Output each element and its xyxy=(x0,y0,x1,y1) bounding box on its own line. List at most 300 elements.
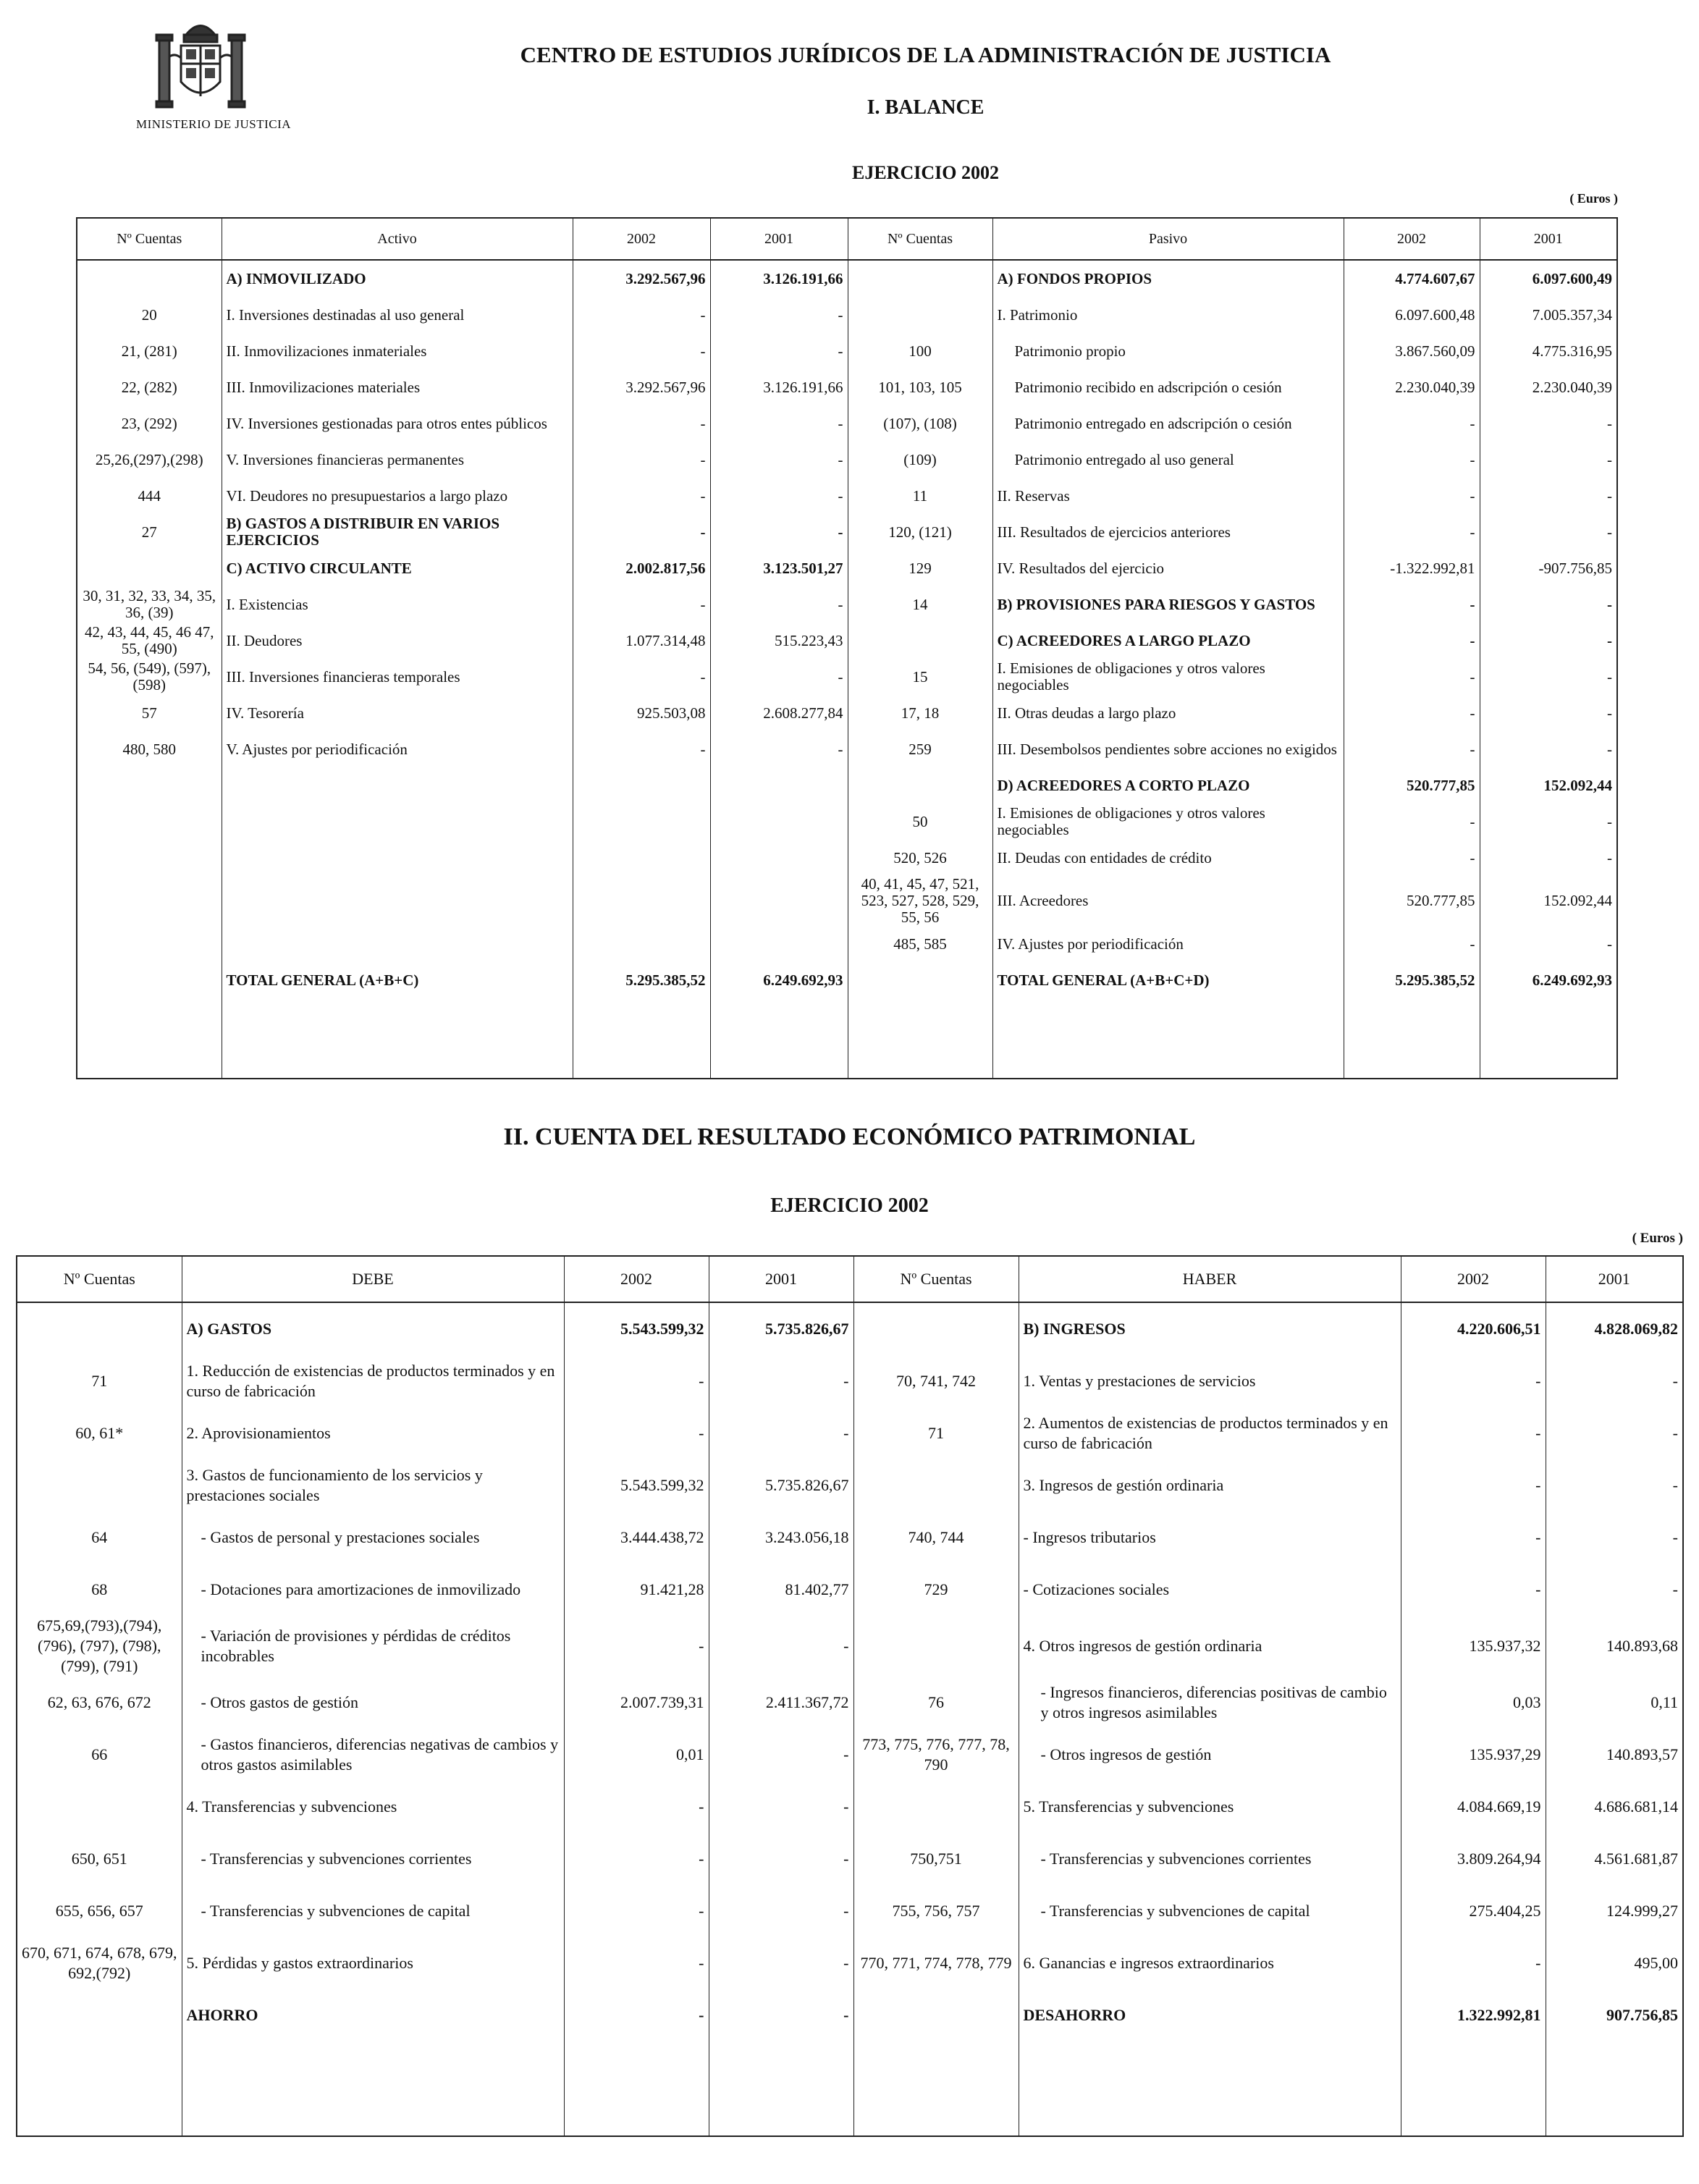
balance-cell: 100 xyxy=(848,333,992,369)
results-cell: 135.937,32 xyxy=(1401,1616,1546,1677)
balance-cell xyxy=(848,297,992,333)
balance-cell: IV. Inversiones gestionadas para otros entes públicos xyxy=(222,405,573,442)
results-cell: 81.402,77 xyxy=(709,1564,853,1616)
results-cell: 4. Otros ingresos de gestión ordinaria xyxy=(1019,1616,1401,1677)
balance-row xyxy=(77,333,1617,369)
results-cell: - xyxy=(709,1616,853,1677)
balance-cell: 7.005.357,34 xyxy=(1480,297,1617,333)
balance-cell: B) PROVISIONES PARA RIESGOS Y GASTOS xyxy=(992,586,1344,623)
balance-cell: - xyxy=(710,731,848,767)
balance-cell: - xyxy=(1344,442,1480,478)
results-row xyxy=(17,1781,1683,1833)
results-title: II. CUENTA DEL RESULTADO ECONÓMICO PATRIMONIAL xyxy=(503,1123,1196,1150)
results-cell: - Ingresos financieros, diferencias positivas de cambio y otros ingresos asimilables xyxy=(1019,1677,1401,1729)
balance-cell: - xyxy=(573,514,710,550)
results-cell: 650, 651 xyxy=(17,1833,182,1885)
results-cell: 140.893,68 xyxy=(1546,1616,1683,1677)
balance-row xyxy=(77,840,1617,876)
results-cell: - xyxy=(1401,1407,1546,1459)
balance-cell: III. Acreedores xyxy=(992,876,1344,926)
balance-cell: - xyxy=(1344,586,1480,623)
results-cell: 2. Aprovisionamientos xyxy=(182,1407,564,1459)
balance-cell: 3.867.560,09 xyxy=(1344,333,1480,369)
balance-row xyxy=(77,623,1617,659)
balance-cell: 520, 526 xyxy=(848,840,992,876)
results-cell: 275.404,25 xyxy=(1401,1885,1546,1937)
results-cell: B) INGRESOS xyxy=(1019,1302,1401,1355)
results-cell: 1.322.992,81 xyxy=(1401,1989,1546,2041)
results-cell: - xyxy=(1401,1355,1546,1407)
balance-cell: 42, 43, 44, 45, 46 47, 55, (490) xyxy=(77,623,222,659)
results-cell xyxy=(853,1302,1019,1355)
balance-cell: Patrimonio entregado al uso general xyxy=(992,442,1344,478)
balance-cell: - xyxy=(1344,514,1480,550)
balance-cell xyxy=(573,804,710,840)
results-cell: A) GASTOS xyxy=(182,1302,564,1355)
results-cell: - xyxy=(564,1937,709,1989)
balance-cell: - xyxy=(1344,659,1480,695)
balance-row xyxy=(77,876,1617,926)
balance-cell: 4.775.316,95 xyxy=(1480,333,1617,369)
results-cell: 3.809.264,94 xyxy=(1401,1833,1546,1885)
balance-cell: - xyxy=(573,405,710,442)
results-cell: 750,751 xyxy=(853,1833,1019,1885)
balance-cell xyxy=(222,998,573,1079)
results-cell: 140.893,57 xyxy=(1546,1729,1683,1781)
results-header-cell: 2001 xyxy=(709,1256,853,1302)
balance-header-cell: Activo xyxy=(222,218,573,260)
results-cell xyxy=(853,1459,1019,1511)
balance-cell xyxy=(77,926,222,962)
results-cell: 3.243.056,18 xyxy=(709,1511,853,1564)
results-cell: 3. Gastos de funcionamiento de los servicios y prestaciones sociales xyxy=(182,1459,564,1511)
results-cell: 3.444.438,72 xyxy=(564,1511,709,1564)
balance-row xyxy=(77,442,1617,478)
balance-cell: I. Emisiones de obligaciones y otros valores negociables xyxy=(992,659,1344,695)
balance-cell: 925.503,08 xyxy=(573,695,710,731)
results-cell: - xyxy=(564,1885,709,1937)
balance-cell: - xyxy=(710,478,848,514)
results-cell: 2. Aumentos de existencias de productos terminados y en curso de fabricación xyxy=(1019,1407,1401,1459)
results-cell: 6. Ganancias e ingresos extraordinarios xyxy=(1019,1937,1401,1989)
balance-cell: Patrimonio propio xyxy=(992,333,1344,369)
balance-cell: - xyxy=(573,731,710,767)
balance-cell xyxy=(222,876,573,926)
balance-row xyxy=(77,804,1617,840)
balance-cell: 6.249.692,93 xyxy=(710,962,848,998)
results-row xyxy=(17,1302,1683,1355)
results-cell: 4.828.069,82 xyxy=(1546,1302,1683,1355)
results-cell xyxy=(853,1989,1019,2041)
balance-row xyxy=(77,767,1617,804)
balance-cell: 3.126.191,66 xyxy=(710,260,848,297)
results-cell: 64 xyxy=(17,1511,182,1564)
balance-cell xyxy=(222,840,573,876)
results-cell xyxy=(709,2041,853,2136)
results-cell: 2.007.739,31 xyxy=(564,1677,709,1729)
balance-row xyxy=(77,731,1617,767)
balance-cell: 14 xyxy=(848,586,992,623)
balance-cell xyxy=(710,804,848,840)
results-cell xyxy=(853,1781,1019,1833)
results-cell: - Gastos de personal y prestaciones sociales xyxy=(182,1511,564,1564)
balance-cell: 6.249.692,93 xyxy=(1480,962,1617,998)
balance-row xyxy=(77,659,1617,695)
balance-cell: - xyxy=(710,405,848,442)
results-cell: 5.543.599,32 xyxy=(564,1302,709,1355)
results-cell: - xyxy=(1546,1355,1683,1407)
results-row xyxy=(17,1937,1683,1989)
balance-cell: -1.322.992,81 xyxy=(1344,550,1480,586)
balance-cell xyxy=(710,767,848,804)
results-cell: 5. Pérdidas y gastos extraordinarios xyxy=(182,1937,564,1989)
results-cell: - xyxy=(709,1885,853,1937)
balance-header-cell: Pasivo xyxy=(992,218,1344,260)
balance-cell: 30, 31, 32, 33, 34, 35, 36, (39) xyxy=(77,586,222,623)
balance-cell xyxy=(222,926,573,962)
balance-cell: III. Desembolsos pendientes sobre acciones no exigidos xyxy=(992,731,1344,767)
results-cell: - xyxy=(564,1616,709,1677)
results-cell: 4.561.681,87 xyxy=(1546,1833,1683,1885)
balance-cell: II. Deudas con entidades de crédito xyxy=(992,840,1344,876)
balance-cell xyxy=(573,840,710,876)
results-cell xyxy=(564,2041,709,2136)
balance-cell: 6.097.600,49 xyxy=(1480,260,1617,297)
results-cell: - xyxy=(709,1407,853,1459)
results-cell: DESAHORRO xyxy=(1019,1989,1401,2041)
balance-cell: - xyxy=(1480,442,1617,478)
balance-cell: IV. Resultados del ejercicio xyxy=(992,550,1344,586)
balance-row xyxy=(77,297,1617,333)
balance-row xyxy=(77,405,1617,442)
balance-cell xyxy=(77,260,222,297)
results-cell: - xyxy=(564,1355,709,1407)
results-row xyxy=(17,1729,1683,1781)
balance-row xyxy=(77,478,1617,514)
balance-header-cell: Nº Cuentas xyxy=(77,218,222,260)
balance-cell: 129 xyxy=(848,550,992,586)
balance-cell: 152.092,44 xyxy=(1480,767,1617,804)
results-cell xyxy=(1546,2041,1683,2136)
results-cell xyxy=(853,1616,1019,1677)
balance-units: ( Euros ) xyxy=(1569,191,1618,206)
results-cell: - xyxy=(1546,1407,1683,1459)
balance-cell: 2.002.817,56 xyxy=(573,550,710,586)
balance-blank-row xyxy=(77,998,1617,1079)
results-cell: - Transferencias y subvenciones corrientes xyxy=(182,1833,564,1885)
results-row xyxy=(17,1833,1683,1885)
results-cell xyxy=(182,2041,564,2136)
results-row xyxy=(17,1459,1683,1511)
results-table xyxy=(16,1255,1684,2137)
balance-cell: - xyxy=(1480,586,1617,623)
results-cell: 655, 656, 657 xyxy=(17,1885,182,1937)
balance-cell xyxy=(710,998,848,1079)
balance-cell: - xyxy=(1344,840,1480,876)
balance-cell: A) INMOVILIZADO xyxy=(222,260,573,297)
balance-cell: - xyxy=(1480,405,1617,442)
results-cell: 76 xyxy=(853,1677,1019,1729)
balance-cell xyxy=(1344,998,1480,1079)
results-cell: - Transferencias y subvenciones corrientes xyxy=(1019,1833,1401,1885)
balance-cell: Patrimonio entregado en adscripción o cesión xyxy=(992,405,1344,442)
ministry-label: MINISTERIO DE JUSTICIA xyxy=(135,117,292,131)
results-row xyxy=(17,1511,1683,1564)
balance-cell: 21, (281) xyxy=(77,333,222,369)
balance-cell: 120, (121) xyxy=(848,514,992,550)
results-cell xyxy=(1019,2041,1401,2136)
balance-cell: 3.292.567,96 xyxy=(573,369,710,405)
balance-cell: 2.230.040,39 xyxy=(1480,369,1617,405)
results-cell: - Dotaciones para amortizaciones de inmovilizado xyxy=(182,1564,564,1616)
balance-cell xyxy=(848,623,992,659)
balance-row xyxy=(77,514,1617,550)
balance-cell: II. Inmovilizaciones inmateriales xyxy=(222,333,573,369)
balance-cell: - xyxy=(710,514,848,550)
results-cell: - Variación de provisiones y pérdidas de créditos incobrables xyxy=(182,1616,564,1677)
balance-cell: - xyxy=(573,333,710,369)
results-header-cell: 2001 xyxy=(1546,1256,1683,1302)
balance-cell xyxy=(222,767,573,804)
balance-cell: Patrimonio recibido en adscripción o cesión xyxy=(992,369,1344,405)
balance-cell: C) ACREEDORES A LARGO PLAZO xyxy=(992,623,1344,659)
balance-cell: C) ACTIVO CIRCULANTE xyxy=(222,550,573,586)
balance-cell: 1.077.314,48 xyxy=(573,623,710,659)
results-cell: 5.735.826,67 xyxy=(709,1302,853,1355)
results-cell: 770, 771, 774, 778, 779 xyxy=(853,1937,1019,1989)
balance-cell: - xyxy=(710,586,848,623)
balance-cell xyxy=(77,998,222,1079)
balance-cell: - xyxy=(1344,623,1480,659)
results-cell: 773, 775, 776, 777, 78, 790 xyxy=(853,1729,1019,1781)
balance-cell: - xyxy=(1480,731,1617,767)
balance-cell: 2.608.277,84 xyxy=(710,695,848,731)
results-cell: - xyxy=(1401,1459,1546,1511)
results-cell xyxy=(17,1781,182,1833)
results-cell: 0,03 xyxy=(1401,1677,1546,1729)
balance-title: I. BALANCE xyxy=(867,96,985,119)
balance-cell: 485, 585 xyxy=(848,926,992,962)
balance-cell: III. Inversiones financieras temporales xyxy=(222,659,573,695)
results-cell: - Otros gastos de gestión xyxy=(182,1677,564,1729)
results-units: ( Euros ) xyxy=(1632,1231,1683,1246)
results-row xyxy=(17,1616,1683,1677)
balance-cell: - xyxy=(1480,804,1617,840)
results-cell: - xyxy=(564,1833,709,1885)
results-row xyxy=(17,1677,1683,1729)
results-cell: - xyxy=(709,1729,853,1781)
balance-row xyxy=(77,695,1617,731)
results-cell: - xyxy=(564,1407,709,1459)
results-cell: - xyxy=(709,1355,853,1407)
balance-cell: - xyxy=(1344,926,1480,962)
balance-row xyxy=(77,926,1617,962)
balance-cell: - xyxy=(1344,731,1480,767)
balance-cell: A) FONDOS PROPIOS xyxy=(992,260,1344,297)
results-exercise: EJERCICIO 2002 xyxy=(770,1194,929,1217)
results-cell: 729 xyxy=(853,1564,1019,1616)
results-cell: 66 xyxy=(17,1729,182,1781)
balance-cell: 15 xyxy=(848,659,992,695)
results-cell: 740, 744 xyxy=(853,1511,1019,1564)
results-cell: 4. Transferencias y subvenciones xyxy=(182,1781,564,1833)
balance-cell: - xyxy=(1344,695,1480,731)
results-cell xyxy=(17,2041,182,2136)
results-cell: 3. Ingresos de gestión ordinaria xyxy=(1019,1459,1401,1511)
results-cell: 71 xyxy=(17,1355,182,1407)
balance-cell: - xyxy=(1480,695,1617,731)
results-cell: 0,01 xyxy=(564,1729,709,1781)
results-cell: AHORRO xyxy=(182,1989,564,2041)
results-row xyxy=(17,1407,1683,1459)
balance-row xyxy=(77,586,1617,623)
results-header-cell: Nº Cuentas xyxy=(853,1256,1019,1302)
balance-cell xyxy=(77,804,222,840)
results-row xyxy=(17,1885,1683,1937)
balance-cell: -907.756,85 xyxy=(1480,550,1617,586)
balance-row xyxy=(77,962,1617,998)
balance-cell: 57 xyxy=(77,695,222,731)
balance-cell: - xyxy=(1480,840,1617,876)
results-cell: - Ingresos tributarios xyxy=(1019,1511,1401,1564)
balance-cell: - xyxy=(573,659,710,695)
balance-cell xyxy=(573,767,710,804)
results-blank-row xyxy=(17,2041,1683,2136)
balance-cell: 101, 103, 105 xyxy=(848,369,992,405)
balance-cell: 3.292.567,96 xyxy=(573,260,710,297)
results-cell: 907.756,85 xyxy=(1546,1989,1683,2041)
balance-cell: - xyxy=(1480,514,1617,550)
balance-cell xyxy=(710,840,848,876)
balance-cell: II. Reservas xyxy=(992,478,1344,514)
results-cell: 1. Ventas y prestaciones de servicios xyxy=(1019,1355,1401,1407)
results-header-cell: DEBE xyxy=(182,1256,564,1302)
results-cell: - xyxy=(709,1989,853,2041)
results-cell: - xyxy=(709,1833,853,1885)
results-cell: 670, 671, 674, 678, 679, 692,(792) xyxy=(17,1937,182,1989)
balance-cell xyxy=(77,876,222,926)
balance-exercise: EJERCICIO 2002 xyxy=(852,162,999,183)
results-cell: 4.220.606,51 xyxy=(1401,1302,1546,1355)
balance-cell xyxy=(573,926,710,962)
balance-cell xyxy=(992,998,1344,1079)
results-cell: - Cotizaciones sociales xyxy=(1019,1564,1401,1616)
balance-cell: - xyxy=(1344,478,1480,514)
results-cell: - xyxy=(1546,1511,1683,1564)
balance-cell: III. Inmovilizaciones materiales xyxy=(222,369,573,405)
balance-cell: 54, 56, (549), (597), (598) xyxy=(77,659,222,695)
results-cell: 135.937,29 xyxy=(1401,1729,1546,1781)
results-cell: 755, 756, 757 xyxy=(853,1885,1019,1937)
balance-cell: (109) xyxy=(848,442,992,478)
results-cell: 5. Transferencias y subvenciones xyxy=(1019,1781,1401,1833)
results-header-cell: 2002 xyxy=(1401,1256,1546,1302)
results-cell: - xyxy=(1401,1937,1546,1989)
balance-cell: TOTAL GENERAL (A+B+C+D) xyxy=(992,962,1344,998)
results-cell: - Transferencias y subvenciones de capital xyxy=(1019,1885,1401,1937)
results-cell: - Otros ingresos de gestión xyxy=(1019,1729,1401,1781)
results-cell: 495,00 xyxy=(1546,1937,1683,1989)
balance-cell: 520.777,85 xyxy=(1344,767,1480,804)
results-cell: 4.686.681,14 xyxy=(1546,1781,1683,1833)
results-cell: - xyxy=(709,1781,853,1833)
results-cell: - xyxy=(709,1937,853,1989)
balance-cell: III. Resultados de ejercicios anteriores xyxy=(992,514,1344,550)
balance-cell: 27 xyxy=(77,514,222,550)
results-cell: 62, 63, 676, 672 xyxy=(17,1677,182,1729)
balance-row xyxy=(77,550,1617,586)
results-cell: 5.543.599,32 xyxy=(564,1459,709,1511)
balance-header-cell: 2002 xyxy=(573,218,710,260)
results-cell: 91.421,28 xyxy=(564,1564,709,1616)
balance-cell: 23, (292) xyxy=(77,405,222,442)
balance-cell: VI. Deudores no presupuestarios a largo plazo xyxy=(222,478,573,514)
balance-cell: 2.230.040,39 xyxy=(1344,369,1480,405)
balance-cell: IV. Tesorería xyxy=(222,695,573,731)
results-cell xyxy=(17,1302,182,1355)
results-row xyxy=(17,1564,1683,1616)
results-cell: - xyxy=(564,1781,709,1833)
balance-cell: (107), (108) xyxy=(848,405,992,442)
balance-cell: - xyxy=(1480,926,1617,962)
results-cell xyxy=(17,1459,182,1511)
balance-cell xyxy=(573,998,710,1079)
balance-cell: - xyxy=(710,442,848,478)
results-cell: - xyxy=(1401,1564,1546,1616)
results-cell: - xyxy=(1401,1511,1546,1564)
balance-cell xyxy=(848,767,992,804)
balance-cell: 17, 18 xyxy=(848,695,992,731)
balance-cell: 11 xyxy=(848,478,992,514)
balance-cell: D) ACREEDORES A CORTO PLAZO xyxy=(992,767,1344,804)
results-cell xyxy=(1401,2041,1546,2136)
balance-cell: 5.295.385,52 xyxy=(573,962,710,998)
results-cell: 5.735.826,67 xyxy=(709,1459,853,1511)
balance-cell: 25,26,(297),(298) xyxy=(77,442,222,478)
balance-cell: - xyxy=(710,659,848,695)
balance-cell: V. Ajustes por periodificación xyxy=(222,731,573,767)
balance-cell: I. Existencias xyxy=(222,586,573,623)
results-cell: 68 xyxy=(17,1564,182,1616)
balance-row xyxy=(77,369,1617,405)
balance-cell: TOTAL GENERAL (A+B+C) xyxy=(222,962,573,998)
balance-cell: - xyxy=(573,442,710,478)
balance-row xyxy=(77,260,1617,297)
balance-cell: IV. Ajustes por periodificación xyxy=(992,926,1344,962)
org-title: CENTRO DE ESTUDIOS JURÍDICOS DE LA ADMINISTRACIÓN DE JUSTICIA xyxy=(520,42,1331,67)
balance-cell: 515.223,43 xyxy=(710,623,848,659)
results-cell xyxy=(17,1989,182,2041)
results-cell: - Transferencias y subvenciones de capital xyxy=(182,1885,564,1937)
balance-cell: - xyxy=(573,478,710,514)
balance-cell xyxy=(77,962,222,998)
results-cell: 2.411.367,72 xyxy=(709,1677,853,1729)
balance-cell xyxy=(848,962,992,998)
balance-cell xyxy=(77,840,222,876)
balance-cell: I. Inversiones destinadas al uso general xyxy=(222,297,573,333)
balance-cell: - xyxy=(1344,804,1480,840)
balance-cell: V. Inversiones financieras permanentes xyxy=(222,442,573,478)
balance-cell: 6.097.600,48 xyxy=(1344,297,1480,333)
results-header-cell: HABER xyxy=(1019,1256,1401,1302)
balance-cell xyxy=(573,876,710,926)
balance-header-cell: 2001 xyxy=(1480,218,1617,260)
results-cell: 1. Reducción de existencias de productos terminados y en curso de fabricación xyxy=(182,1355,564,1407)
results-cell: 70, 741, 742 xyxy=(853,1355,1019,1407)
results-header-cell: 2002 xyxy=(564,1256,709,1302)
balance-cell: 3.123.501,27 xyxy=(710,550,848,586)
results-row xyxy=(17,1989,1683,2041)
